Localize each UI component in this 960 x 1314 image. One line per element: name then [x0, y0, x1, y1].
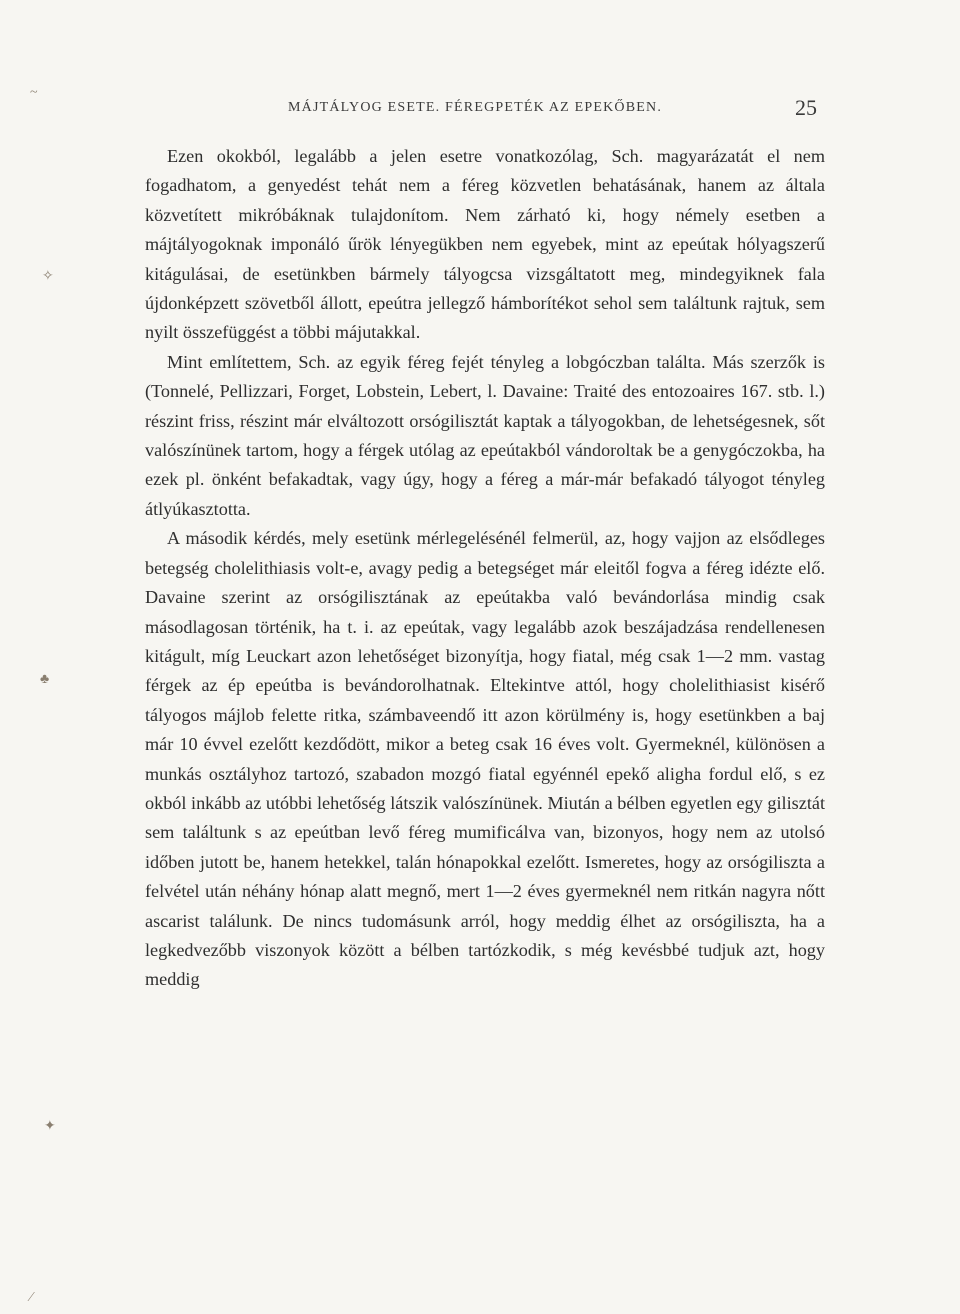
margin-speck-icon: ✦: [44, 1119, 56, 1134]
running-title: MÁJTÁLYOG ESETE. FÉREGPETÉK AZ EPEKŐBEN.: [288, 100, 663, 115]
margin-speck-icon: ♣: [40, 672, 50, 687]
margin-speck-icon: ⁄: [30, 1290, 33, 1305]
paragraph-3: A második kérdés, mely esetünk mérlegelésénél felmerül, az, hogy vajjon az elsődleges betegség cholelithiasis volt-e, avagy pedig a betegséget már eleitől fogva a féreg idézte elő. Davaine szerint az orsógilisztának az epeútakba való bevándorlása mindig csak másodlagosan történik, ha t. i. az epeútak, vagy legalább azok beszájadzása rendellenesen kitágult, míg Leuckart azon lehetőséget bizonyítja, hogy fiatal, még csak 1—2 mm. vastag férgek az ép epeútba is bevándorolhatnak. Eltekintve attól, hogy cholelithiasist kisérő tályogos májlob felette ritka, számbaveendő itt azon körülmény is, hogy esetünkben a baj már 10 évvel ezelőtt kezdődött, mikor a beteg csak 16 éves volt. Gyermeknél, különösen a munkás osztályhoz tartozó, szabadon mozgó fiatal egyénnél epekő aligha fordul elő, s ez okból inkább az utóbbi lehetőség látszik valószínünek. Miután a bélben egyetlen egy gilisztát sem találtunk s az epeútban levő féreg mumificálva van, bizonyos, hogy nem az utolsó időben jutott be, hanem hetekkel, talán hónapokkal ezelőtt. Ismeretes, hogy az orsógiliszta a felvétel után néhány hónap alatt megnő, mert 1—2 éves gyermeknél nem ritkán nagyra nőtt ascarist találunk. De nincs tudomásunk arról, hogy meddig élhet az orsógiliszta, ha a legkedvezőbb viszonyok között a bélben tartózkodik, s még kevésbbé tudjuk azt, hogy meddig: [145, 528, 825, 990]
paragraph-2: Mint említettem, Sch. az egyik féreg fejét tényleg a lobgóczban találta. Más szerzők is (Tonnelé, Pellizzari, Forget, Lobstein, Lebert, l. Davaine: Traité des entozoaires 167. stb. l.) részint friss, részint már elváltozott orsógilisztát kaptak a tályogokban, de lehetségesnek, sőt valószínünek tartom, hogy a férgek utólag az epeútakból vándoroltak be a genygóczokba, ha ezek pl. önként befakadtak, vagy úgy, hogy a féreg a már-már befakadó tályogot tényleg átlyúkasztotta.: [145, 351, 825, 519]
margin-speck-icon: ✧: [42, 269, 54, 284]
body-text: [145, 142, 825, 995]
margin-speck-icon: ~: [30, 85, 38, 100]
paragraph-1: Ezen okokból, legalább a jelen esetre vonatkozólag, Sch. magyarázatát el nem fogadhatom, a genyedést tehát nem a féreg közvetlen behatásának, hanem az általa közvetített mikróbáknak tulajdonítom. Nem zárható ki, hogy némely esetben a májtályogoknak imponáló űrök lényegükben nem egyebek, mint az epeútak hólyagszerű kitágulásai, de esetünkben bármely tályogcsa vizsgáltatott meg, mindegyiknek fala újdonképzett szövetből állott, epeútra jellegző hámborítékot sehol sem találtunk rajtuk, sem nyilt összefüggést a többi májutakkal.: [145, 146, 825, 343]
page-number: 25: [795, 95, 817, 120]
